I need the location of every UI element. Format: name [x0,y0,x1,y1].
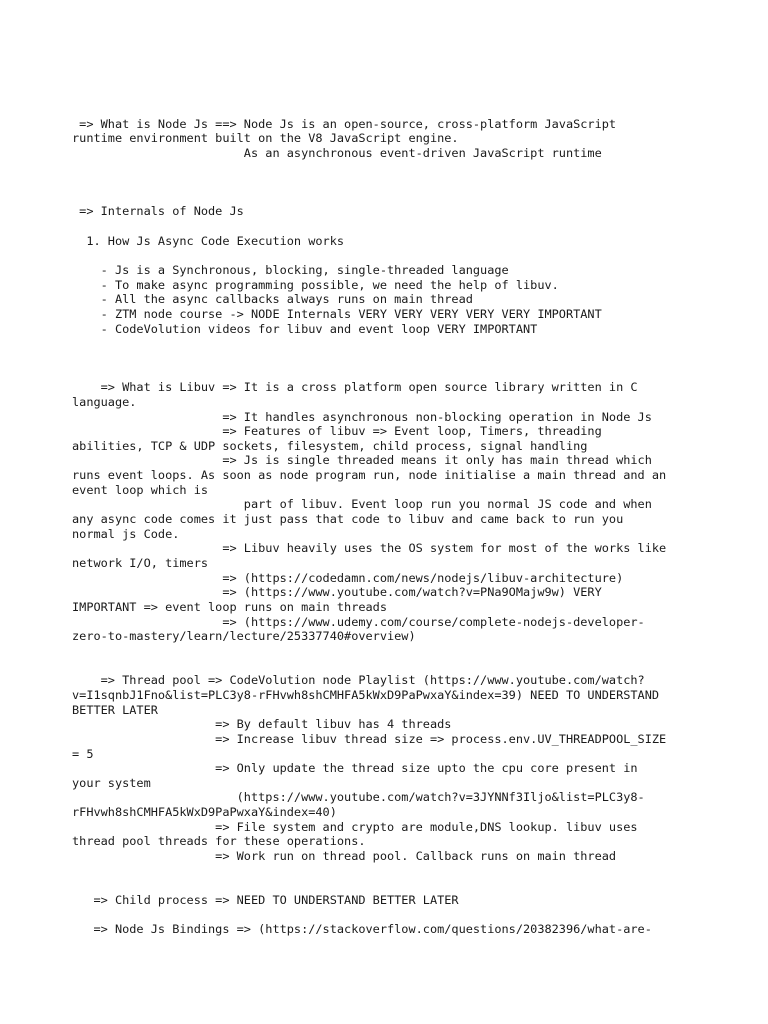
text-line: - CodeVolution videos for libuv and event loop VERY IMPORTANT [72,321,538,336]
text-line: runtime environment built on the V8 JavaScript engine. [72,131,459,146]
text-line: => Thread pool => CodeVolution node Playlist (https://www.youtube.com/watch? [72,673,645,688]
text-line: = 5 [72,746,94,761]
text-line: => Internals of Node Js [72,204,244,219]
text-line: any async code comes it just pass that code to libuv and came back to run you [72,512,624,526]
text-line: => File system and crypto are module,DNS lookup. libuv uses [72,819,638,834]
text-line: - ZTM node course -> NODE Internals VERY VERY VERY VERY VERY IMPORTANT [72,307,602,321]
text-line: abilities, TCP & UDP sockets, filesystem, child process, signal handling [72,438,588,453]
text-line: 1. How Js Async Code Execution works [72,233,345,248]
text-line: language. [72,394,137,409]
text-line: - All the async callbacks always runs on main thread [72,292,473,307]
text-line: => (https://www.youtube.com/watch?v=PNa9OMajw9w) VERY [72,585,602,600]
text-line: => It handles asynchronous non-blocking operation in Node Js [72,409,652,424]
text-line: => (https://www.udemy.com/course/complete-nodejs-developer- [72,614,645,629]
text-line: => Work run on thread pool. Callback runs on main thread [72,849,617,863]
text-line: event loop which is [72,482,209,497]
text-line: => Child process => NEED TO UNDERSTAND BETTER LATER [72,893,459,907]
text-line: => (https://codedamn.com/news/nodejs/libuv-architecture) [72,570,624,585]
text-line: As an asynchronous event-driven JavaScript runtime [72,145,602,160]
text-line: part of libuv. Event loop run you normal JS code and when [72,497,652,512]
text-line: => Node Js Bindings => (https://stackoverflow.com/questions/20382396/what-are- [72,922,652,937]
text-line: => Libuv heavily uses the OS system for most of the works like [72,541,667,556]
text-line: (https://www.youtube.com/watch?v=3JYNNf3Iljo&list=PLC3y8- [72,790,645,805]
text-line: BETTER LATER [72,702,158,717]
text-line: IMPORTANT => event loop runs on main threads [72,600,387,614]
text-line: zero-to-mastery/learn/lecture/25337740#overview) [72,629,416,644]
text-line: network I/O, timers [72,556,209,570]
text-line: - Js is a Synchronous, blocking, single-threaded language [72,263,509,277]
text-line: normal js Code. [72,526,180,541]
text-line: thread pool threads for these operations. [72,834,366,849]
text-line: runs event loops. As soon as node program run, node initialise a main thread and an [72,468,667,483]
text-line: => What is Libuv => It is a cross platform open source library written in C [72,380,638,395]
text-line: => Features of libuv => Event loop, Timers, threading [72,424,602,439]
text-line: => Increase libuv thread size => process.env.UV_THREADPOOL_SIZE [72,731,667,746]
text-line: => By default libuv has 4 threads [72,717,452,732]
text-line: => What is Node Js ==> Node Js is an open-source, cross-platform JavaScript [72,116,617,131]
text-line: your system [72,775,151,790]
text-line: rFHvwh8shCMHFA5kWxD9PaPwxaY&index=40) [72,805,337,820]
text-line: => Js is single threaded means it only has main thread which [72,453,652,468]
text-line: - To make async programming possible, we need the help of libuv. [72,277,559,292]
text-line: => Only update the thread size upto the cpu core present in [72,761,638,776]
text-line: v=I1sqnbJ1Fno&list=PLC3y8-rFHvwh8shCMHFA5kWxD9PaPwxaY&index=39) NEED TO UNDERSTAND [72,687,660,702]
